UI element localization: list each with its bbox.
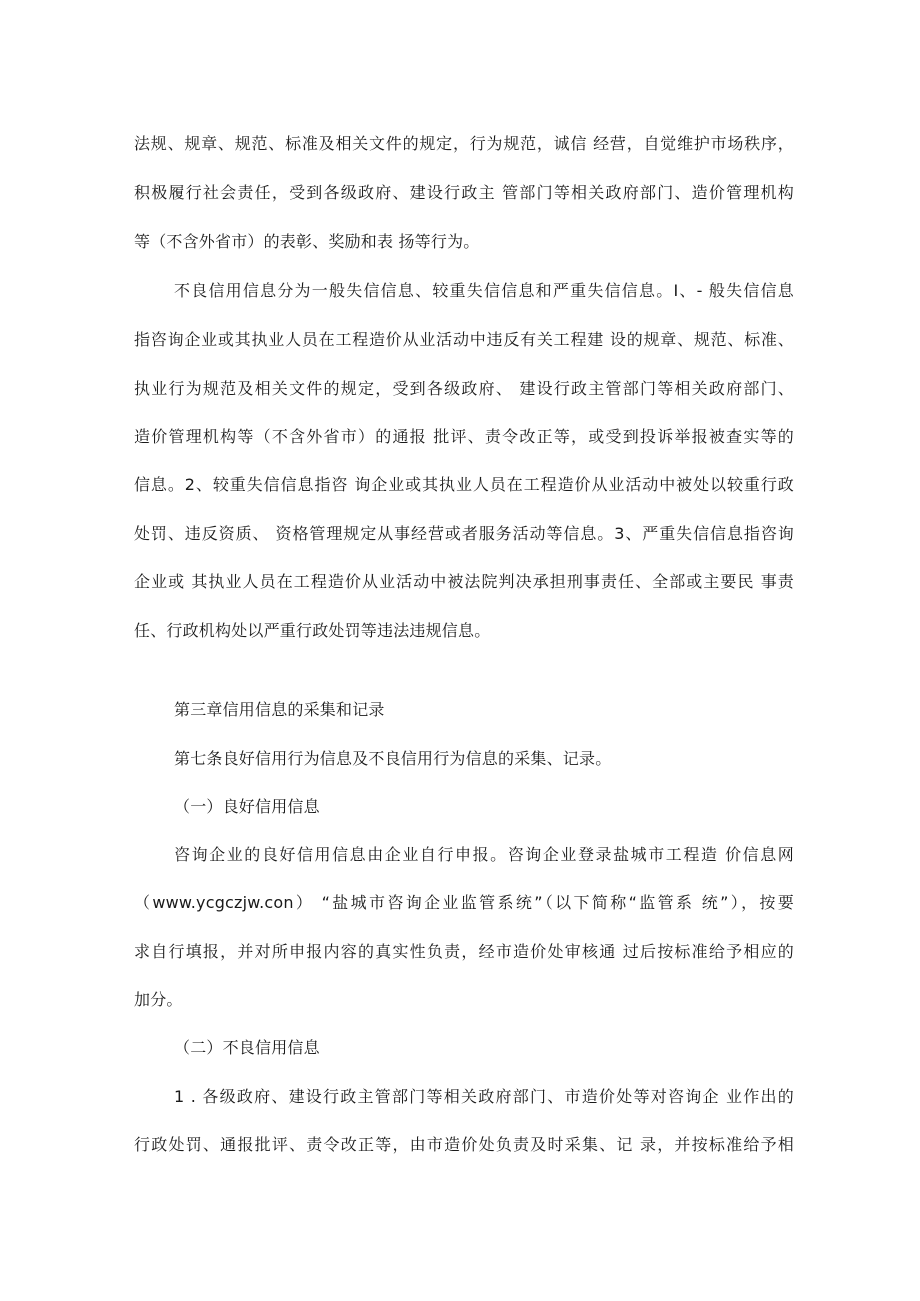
section-2-title: （二）不良信用信息 bbox=[174, 1038, 320, 1057]
paragraph-3-line-4: 加分。 bbox=[134, 990, 183, 1009]
paragraph-4-line-1: 1 . 各级政府、建设行政主管部门等相关政府部门、市造价处等对咨询企 业作出的 bbox=[174, 1087, 794, 1106]
paragraph-3-line-2: （www.ycgczjw.con） “盐城市咨询企业监管系统”（以下简称“监管系 统”），按要 bbox=[134, 893, 794, 912]
paragraph-2-line-3: 执业行为规范及相关文件的规定，受到各级政府、 建设行政主管部门等相关政府部门、 bbox=[134, 379, 794, 398]
paragraph-1-line-2: 积极履行社会责任，受到各级政府、建设行政主 管部门等相关政府部门、造价管理机构 bbox=[134, 183, 794, 202]
paragraph-2-line-2: 指咨询企业或其执业人员在工程造价从业活动中违反有关工程建 设的规章、规范、标准、 bbox=[134, 330, 794, 349]
paragraph-3-line-3: 求自行填报，并对所申报内容的真实性负责，经市造价处审核通 过后按标准给予相应的 bbox=[134, 942, 794, 961]
paragraph-2-line-7: 企业或 其执业人员在工程造价从业活动中被法院判决承担刑事责任、全部或主要民 事责 bbox=[134, 572, 794, 591]
paragraph-2-line-4: 造价管理机构等（不含外省市）的通报 批评、责令改正等，或受到投诉举报被查实等的 bbox=[134, 427, 794, 446]
section-1-title: （一）良好信用信息 bbox=[174, 797, 320, 816]
paragraph-2-line-6: 处罚、违反资质、 资格管理规定从事经营或者服务活动等信息。3、严重失信信息指咨询 bbox=[134, 524, 794, 543]
paragraph-2-line-1: 不良信用信息分为一般失信信息、较重失信信息和严重失信信息。I、- 般失信信息 bbox=[174, 281, 794, 300]
paragraph-2-line-5: 信息。2、较重失信信息指咨 询企业或其执业人员在工程造价从业活动中被处以较重行政 bbox=[134, 475, 794, 494]
paragraph-1-line-3: 等（不含外省市）的表彰、奖励和表 扬等行为。 bbox=[134, 232, 480, 251]
paragraph-4-line-2: 行政处罚、通报批评、责令改正等，由市造价处负责及时采集、记 录，并按标准给予相 bbox=[134, 1135, 794, 1154]
article-title: 第七条良好信用行为信息及不良信用行为信息的采集、记录。 bbox=[174, 749, 612, 768]
paragraph-3-line-1: 咨询企业的良好信用信息由企业自行申报。咨询企业登录盐城市工程造 价信息网 bbox=[174, 845, 794, 864]
chapter-title: 第三章信用信息的采集和记录 bbox=[174, 700, 385, 719]
paragraph-1-line-1: 法规、规章、规范、标准及相关文件的规定，行为规范，诚信 经营，自觉维护市场秩序， bbox=[134, 134, 794, 153]
paragraph-2-line-8: 任、行政机构处以严重行政处罚等违法违规信息。 bbox=[134, 621, 491, 640]
